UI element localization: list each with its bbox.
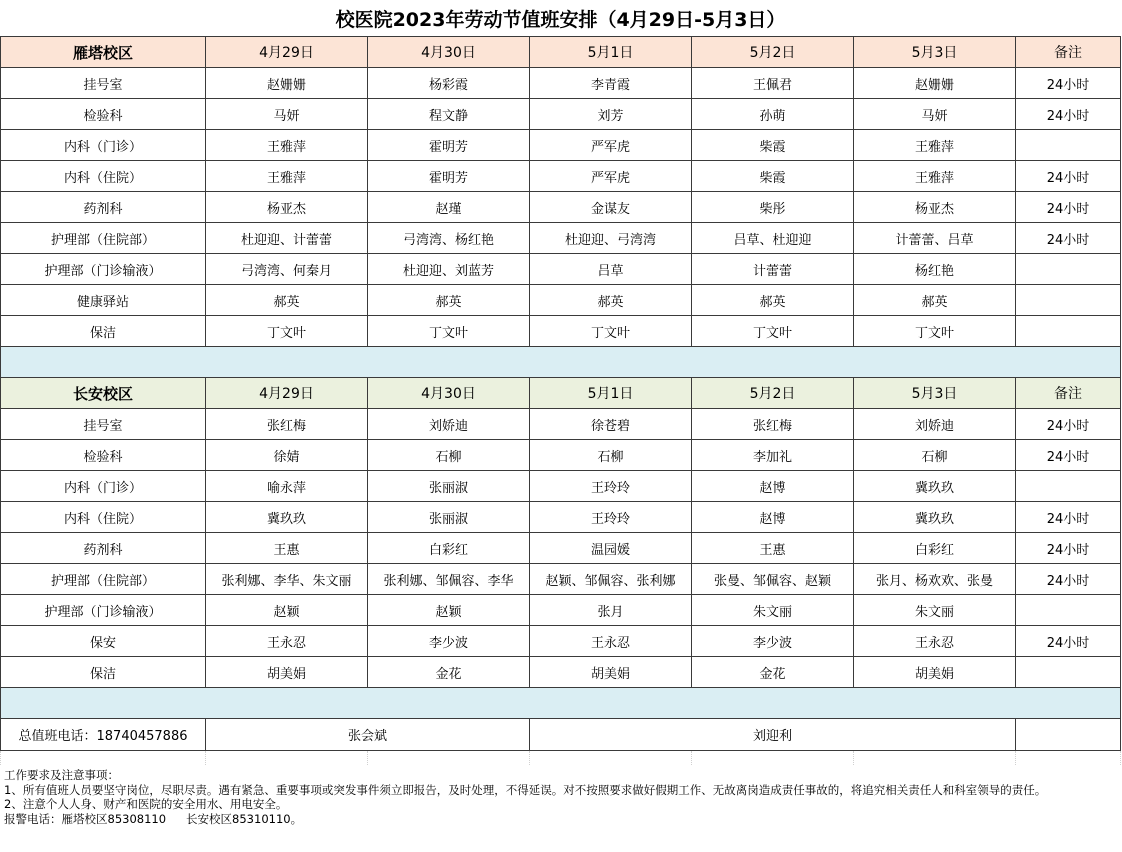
duty-cell[interactable]: 王雅萍	[206, 161, 368, 192]
campus-name[interactable]: 雁塔校区	[1, 37, 206, 68]
note-cell[interactable]: 24小时	[1016, 99, 1121, 130]
department-cell[interactable]: 保洁	[1, 657, 206, 688]
duty-cell[interactable]: 杨亚杰	[854, 192, 1016, 223]
duty-cell[interactable]: 刘娇迪	[368, 409, 530, 440]
duty-cell[interactable]: 柴彤	[692, 192, 854, 223]
table-row	[1, 223, 1121, 254]
police-phone-line	[4, 812, 1116, 827]
table-row	[1, 254, 1121, 285]
duty-cell[interactable]: 白彩红	[368, 533, 530, 564]
note-cell[interactable]: 24小时	[1016, 564, 1121, 595]
duty-cell[interactable]: 温园媛	[530, 533, 692, 564]
table-row	[1, 68, 1121, 99]
duty-cell[interactable]: 丁文叶	[368, 316, 530, 347]
note-cell[interactable]: 24小时	[1016, 68, 1121, 99]
department-cell[interactable]: 健康驿站	[1, 285, 206, 316]
blank-cell[interactable]	[1, 751, 206, 766]
duty-cell[interactable]: 徐婧	[206, 440, 368, 471]
department-cell[interactable]: 保安	[1, 626, 206, 657]
duty-cell[interactable]: 王永忍	[854, 626, 1016, 657]
duty-cell[interactable]: 计蕾蕾	[692, 254, 854, 285]
campus-name[interactable]: 长安校区	[1, 378, 206, 409]
sheet-title: 校医院2023年劳动节值班安排（4月29日-5月3日）	[1, 0, 1121, 37]
department-cell[interactable]: 内科（住院）	[1, 502, 206, 533]
duty-cell[interactable]: 张利娜、邹佩容、李华	[368, 564, 530, 595]
table-row	[1, 564, 1121, 595]
spacer-cell[interactable]	[1, 347, 1121, 378]
duty-cell[interactable]: 郝英	[368, 285, 530, 316]
note-cell[interactable]	[1016, 285, 1121, 316]
date-header[interactable]: 5月2日	[692, 37, 854, 68]
department-cell[interactable]: 护理部（住院部）	[1, 564, 206, 595]
table-row	[1, 192, 1121, 223]
duty-cell[interactable]: 白彩红	[854, 533, 1016, 564]
general-duty-phone[interactable]: 总值班电话：18740457886	[1, 719, 206, 751]
duty-cell[interactable]: 金花	[368, 657, 530, 688]
duty-cell[interactable]: 李青霞	[530, 68, 692, 99]
notes-section	[4, 768, 1116, 826]
blank-row	[1, 751, 1121, 766]
spacer-row	[1, 688, 1121, 719]
note-cell[interactable]	[1016, 595, 1121, 626]
duty-cell[interactable]: 张红梅	[692, 409, 854, 440]
duty-cell[interactable]: 柴霞	[692, 130, 854, 161]
duty-cell[interactable]: 杜迎迎、刘蓝芳	[368, 254, 530, 285]
duty-cell[interactable]: 霍明芳	[368, 130, 530, 161]
date-header[interactable]: 5月1日	[530, 37, 692, 68]
department-cell[interactable]: 检验科	[1, 99, 206, 130]
duty-cell[interactable]: 弓湾湾、杨红艳	[368, 223, 530, 254]
general-duty-row	[1, 719, 1121, 751]
table-row	[1, 161, 1121, 192]
duty-cell[interactable]: 刘芳	[530, 99, 692, 130]
spacer-cell[interactable]	[1, 688, 1121, 719]
date-header[interactable]: 4月29日	[206, 378, 368, 409]
duty-cell[interactable]: 弓湾湾、何秦月	[206, 254, 368, 285]
remarks-header[interactable]: 备注	[1016, 37, 1121, 68]
general-duty-person-b[interactable]: 刘迎利	[530, 719, 1016, 751]
duty-cell[interactable]: 张丽淑	[368, 502, 530, 533]
duty-cell[interactable]: 严军虎	[530, 130, 692, 161]
blank-cell[interactable]	[692, 751, 854, 766]
duty-cell[interactable]: 胡美娟	[530, 657, 692, 688]
duty-cell[interactable]: 胡美娟	[854, 657, 1016, 688]
blank-cell[interactable]	[854, 751, 1016, 766]
note-cell[interactable]: 24小时	[1016, 223, 1121, 254]
blank-cell[interactable]	[206, 751, 368, 766]
duty-cell[interactable]: 丁文叶	[530, 316, 692, 347]
duty-cell[interactable]: 赵姗姗	[206, 68, 368, 99]
duty-cell[interactable]: 王永忍	[206, 626, 368, 657]
note-cell[interactable]: 24小时	[1016, 409, 1121, 440]
general-duty-person-a[interactable]: 张会斌	[206, 719, 530, 751]
remarks-header[interactable]: 备注	[1016, 378, 1121, 409]
note-cell[interactable]: 24小时	[1016, 626, 1121, 657]
duty-cell[interactable]: 杜迎迎、弓湾湾	[530, 223, 692, 254]
blank-cell[interactable]	[530, 751, 692, 766]
duty-cell[interactable]: 严军虎	[530, 161, 692, 192]
duty-cell[interactable]: 孙萌	[692, 99, 854, 130]
police-phone-yanta: 报警电话：雁塔校区85308110	[4, 811, 167, 826]
duty-cell[interactable]: 马妍	[854, 99, 1016, 130]
duty-cell[interactable]: 张丽淑	[368, 471, 530, 502]
police-phone-changan: 长安校区85310110。	[186, 811, 303, 826]
duty-cell[interactable]: 石柳	[368, 440, 530, 471]
date-header[interactable]: 4月30日	[368, 37, 530, 68]
note-item-1: 1、所有值班人员要坚守岗位，尽职尽责。遇有紧急、重要事项或突发事件须立即报告，及时处理，不得延误。对不按照要求做好假期工作、无故离岗造成责任事故的，将追究相关责任人和科室领导的责任。	[4, 782, 1047, 797]
duty-cell[interactable]: 张利娜、李华、朱文丽	[206, 564, 368, 595]
duty-cell[interactable]: 霍明芳	[368, 161, 530, 192]
duty-cell[interactable]: 金花	[692, 657, 854, 688]
table-row	[1, 99, 1121, 130]
duty-cell[interactable]: 徐苍碧	[530, 409, 692, 440]
duty-cell[interactable]: 吕草	[530, 254, 692, 285]
date-header[interactable]: 5月1日	[530, 378, 692, 409]
duty-cell[interactable]: 柴霞	[692, 161, 854, 192]
duty-cell[interactable]: 石柳	[854, 440, 1016, 471]
department-cell[interactable]: 挂号室	[1, 68, 206, 99]
duty-cell[interactable]: 朱文丽	[854, 595, 1016, 626]
duty-cell[interactable]: 丁文叶	[692, 316, 854, 347]
duty-cell[interactable]: 丁文叶	[206, 316, 368, 347]
duty-cell[interactable]: 赵博	[692, 471, 854, 502]
department-cell[interactable]: 护理部（住院部）	[1, 223, 206, 254]
general-duty-blank[interactable]	[1016, 719, 1121, 751]
note-cell[interactable]: 24小时	[1016, 161, 1121, 192]
department-cell[interactable]: 药剂科	[1, 533, 206, 564]
duty-cell[interactable]: 王玲玲	[530, 502, 692, 533]
department-cell[interactable]: 药剂科	[1, 192, 206, 223]
duty-cell[interactable]: 胡美娟	[206, 657, 368, 688]
duty-cell[interactable]: 王玲玲	[530, 471, 692, 502]
department-cell[interactable]: 护理部（门诊输液）	[1, 595, 206, 626]
table-row	[1, 657, 1121, 688]
duty-cell[interactable]: 朱文丽	[692, 595, 854, 626]
note-cell[interactable]	[1016, 316, 1121, 347]
duty-cell[interactable]: 计蕾蕾、吕草	[854, 223, 1016, 254]
duty-cell[interactable]: 王佩君	[692, 68, 854, 99]
date-header[interactable]: 4月29日	[206, 37, 368, 68]
note-cell[interactable]: 24小时	[1016, 533, 1121, 564]
table-row	[1, 130, 1121, 161]
duty-cell[interactable]: 郝英	[530, 285, 692, 316]
duty-cell[interactable]: 杨彩霞	[368, 68, 530, 99]
duty-cell[interactable]: 赵姗姗	[854, 68, 1016, 99]
duty-cell[interactable]: 杨亚杰	[206, 192, 368, 223]
note-cell[interactable]: 24小时	[1016, 192, 1121, 223]
duty-cell[interactable]: 石柳	[530, 440, 692, 471]
duty-cell[interactable]: 丁文叶	[854, 316, 1016, 347]
note-cell[interactable]: 24小时	[1016, 502, 1121, 533]
duty-cell[interactable]: 赵博	[692, 502, 854, 533]
department-cell[interactable]: 保洁	[1, 316, 206, 347]
duty-cell[interactable]: 赵颖、邹佩容、张利娜	[530, 564, 692, 595]
duty-cell[interactable]: 杜迎迎、计蕾蕾	[206, 223, 368, 254]
spacer-row	[1, 347, 1121, 378]
date-header[interactable]: 5月3日	[854, 37, 1016, 68]
note-cell[interactable]: 24小时	[1016, 440, 1121, 471]
notes-heading: 工作要求及注意事项：	[4, 768, 119, 782]
table-row	[1, 502, 1121, 533]
duty-cell[interactable]: 张红梅	[206, 409, 368, 440]
department-cell[interactable]: 护理部（门诊输液）	[1, 254, 206, 285]
duty-cell[interactable]: 郝英	[206, 285, 368, 316]
note-cell[interactable]	[1016, 657, 1121, 688]
duty-cell[interactable]: 赵颖	[206, 595, 368, 626]
date-header[interactable]: 5月2日	[692, 378, 854, 409]
blank-cell[interactable]	[368, 751, 530, 766]
duty-cell[interactable]: 张月、杨欢欢、张曼	[854, 564, 1016, 595]
table-row	[1, 533, 1121, 564]
duty-cell[interactable]: 张曼、邹佩容、赵颖	[692, 564, 854, 595]
department-cell[interactable]: 内科（门诊）	[1, 130, 206, 161]
duty-cell[interactable]: 王雅萍	[206, 130, 368, 161]
note-cell[interactable]	[1016, 471, 1121, 502]
duty-cell[interactable]: 金谋友	[530, 192, 692, 223]
duty-cell[interactable]: 杨红艳	[854, 254, 1016, 285]
department-cell[interactable]: 检验科	[1, 440, 206, 471]
date-header[interactable]: 5月3日	[854, 378, 1016, 409]
duty-cell[interactable]: 郝英	[692, 285, 854, 316]
duty-cell[interactable]: 郝英	[854, 285, 1016, 316]
duty-cell[interactable]: 赵颖	[368, 595, 530, 626]
duty-cell[interactable]: 吕草、杜迎迎	[692, 223, 854, 254]
table-row	[1, 440, 1121, 471]
duty-cell[interactable]: 李少波	[692, 626, 854, 657]
duty-cell[interactable]: 李少波	[368, 626, 530, 657]
duty-cell[interactable]: 王雅萍	[854, 130, 1016, 161]
duty-cell[interactable]: 喻永萍	[206, 471, 368, 502]
duty-cell[interactable]: 冀玖玖	[854, 471, 1016, 502]
department-cell[interactable]: 内科（门诊）	[1, 471, 206, 502]
department-cell[interactable]: 挂号室	[1, 409, 206, 440]
table-row	[1, 409, 1121, 440]
duty-cell[interactable]: 王惠	[692, 533, 854, 564]
duty-cell[interactable]: 冀玖玖	[206, 502, 368, 533]
note-cell[interactable]	[1016, 254, 1121, 285]
duty-cell[interactable]: 王惠	[206, 533, 368, 564]
campus-header-row	[1, 378, 1121, 409]
table-row	[1, 285, 1121, 316]
campus-header-row	[1, 37, 1121, 68]
duty-cell[interactable]: 李加礼	[692, 440, 854, 471]
date-header[interactable]: 4月30日	[368, 378, 530, 409]
note-item-2: 2、注意个人人身、财产和医院的安全用水、用电安全。	[4, 797, 288, 811]
table-row	[1, 316, 1121, 347]
blank-cell[interactable]	[1016, 751, 1121, 766]
table-row	[1, 626, 1121, 657]
duty-cell[interactable]: 张月	[530, 595, 692, 626]
duty-cell[interactable]: 冀玖玖	[854, 502, 1016, 533]
duty-cell[interactable]: 王雅萍	[854, 161, 1016, 192]
note-cell[interactable]	[1016, 130, 1121, 161]
duty-cell[interactable]: 王永忍	[530, 626, 692, 657]
duty-cell[interactable]: 赵瑾	[368, 192, 530, 223]
duty-cell[interactable]: 程文静	[368, 99, 530, 130]
duty-cell[interactable]: 马妍	[206, 99, 368, 130]
table-row	[1, 595, 1121, 626]
duty-cell[interactable]: 刘娇迪	[854, 409, 1016, 440]
department-cell[interactable]: 内科（住院）	[1, 161, 206, 192]
table-row	[1, 471, 1121, 502]
